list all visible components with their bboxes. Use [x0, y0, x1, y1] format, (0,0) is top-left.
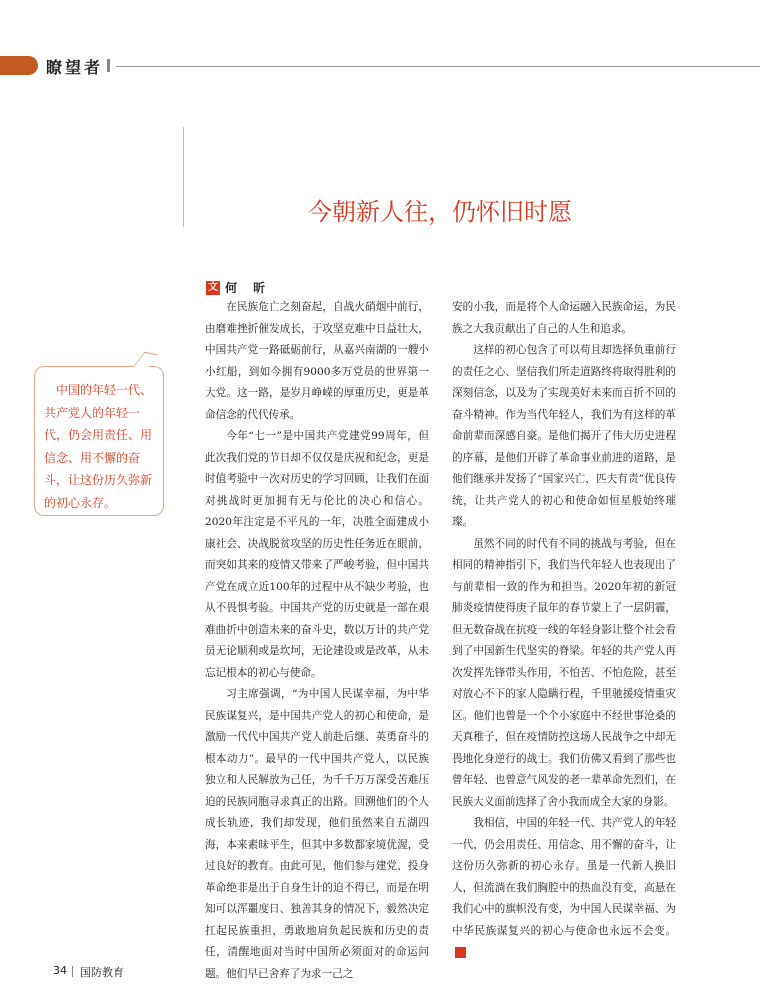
paragraph: 这样的初心包含了可以苟且却选择负重前行的责任之心、坚信我们所走道路终将取得胜利的深刻信念，以及为了实现美好未来而百折不回的奋斗精神。作为当代年轻人，我们为有这样的革命前辈而深感自豪。是他们揭开了伟大历史进程的序幕，是他们开辟了革命事业前进的道路，是他们继承并发扬了“国家兴亡，匹夫有责”优良传统，让共产党人的初心和使命如恒星般始终璀璨。	[452, 344, 676, 528]
end-mark-icon: G	[455, 947, 466, 958]
article-title: 今朝新人往，仍怀旧时愿	[308, 198, 572, 227]
paragraph: 习主席强调，“为中国人民谋幸福，为中华民族谋复兴，是中国共产党人的初心和使命，是激励一代代中国共产党人前赴后继、英勇奋斗的根本动力”。最早的一代中国共产党人，以民族独立和人民解放为己任，为千千万万深受苦难压迫的民族同胞寻求真正的出路。回溯他们的个人成长轨迹，我们却发现，他们虽然来自五湖四海，本来素昧平生，但其中多数都家境优渥，受过良好的教育。由此可见，他们参与建党、投身革命绝非是出于自身生计的迫不得已，而是在明知可以浑噩度日、独善其身的情况下，毅然决定扛起民族重担，勇敢地肩负起民族和历史的责任，清醒地面对当时中国所必须面对的命运问题。他们早已舍弃了为求一己之	[205, 688, 429, 980]
pull-quote: 中国的年轻一代、共产党人的年轻一代，仍会用责任、用信念、用不懈的奋斗，让这份历久弥新的初心永存。	[44, 383, 153, 510]
byline	[206, 279, 271, 296]
paragraph-continuation: 安的小我，而是将个人命运融入民族命运，为民族之大我贡献出了自己的人生和追求。	[452, 301, 676, 335]
footer-separator	[72, 966, 73, 977]
title-divider	[183, 127, 184, 227]
paragraph-text: 我相信，中国的年轻一代、共产党人的年轻一代，仍会用责任、用信念、用不懈的奋斗，让这份历久弥新的初心永存。虽是一代新人换旧人，但流淌在我们胸腔中的热血没有变，高悬在我们心中的旗帜没有变，为中国人民谋幸福、为中华民族谋复兴的初心与使命也永远不会变。	[452, 817, 676, 937]
paragraph: 今年“七一”是中国共产党建党99周年，但此次我们党的节日却不仅仅是庆祝和纪念，更是时值考验中一次对历史的学习回顾，让我们在面对挑战时更加拥有无与伦比的决心和信心。2020年注定是不平凡的一年，决胜全面建成小康社会、决战脱贫攻坚的历史性任务近在眼前，而突如其来的疫情又带来了严峻考验，但中国共产党在成立近100年的过程中从不缺少考验，也从不畏惧考验。中国共产党的历史就是一部在艰难曲折中创造未来的奋斗史，数以万计的共产党员无论顺利或是坎坷，无论建设或是改革，从未忘记根本的初心与使命。	[205, 430, 429, 679]
section-title: 瞭望者	[46, 58, 104, 77]
paragraph-last	[452, 813, 676, 964]
article-column-right	[452, 297, 676, 964]
author-name: 何 昕	[225, 281, 272, 295]
header-separator	[107, 59, 110, 72]
header-rule	[116, 66, 760, 67]
article-column-left	[205, 297, 429, 985]
page-number: 34	[53, 964, 67, 977]
magazine-name: 国防教育	[80, 966, 124, 979]
section-accent-bar	[0, 56, 38, 75]
byline-tag: 文	[208, 281, 218, 293]
paragraph: 在民族危亡之刻奋起，自战火硝烟中前行，由磨难挫折催发成长，于攻坚克难中日益壮大，中国共产党一路砥砺前行，从嘉兴南湖的一艘小小红船，到如今拥有9000多万党员的世界第一大党。这一路，是岁月峥嵘的厚重历史，更是革命信念的代代传承。	[205, 301, 429, 421]
paragraph: 虽然不同的时代有不同的挑战与考验，但在相同的精神指引下，我们当代年轻人也表现出了与前辈相一致的作为和担当。2020年初的新冠肺炎疫情使得庚子鼠年的春节蒙上了一层阴霾，但无数奋战在抗疫一线的年轻身影让整个社会看到了中国新生代坚实的脊梁。年轻的共产党人再次发挥先锋带头作用，不怕苦、不怕危险，甚至对放心不下的家人隐瞒行程，千里驰援疫情重灾区。他们也曾是一个个小家庭中不经世事沧桑的天真稚子，但在疫情防控这场人民战争之中却无畏地化身逆行的战士。我们仿佛又看到了那些也曾年轻、也曾意气风发的老一辈革命先烈们，在民族大义面前选择了舍小我而成全大家的身影。	[452, 537, 676, 808]
